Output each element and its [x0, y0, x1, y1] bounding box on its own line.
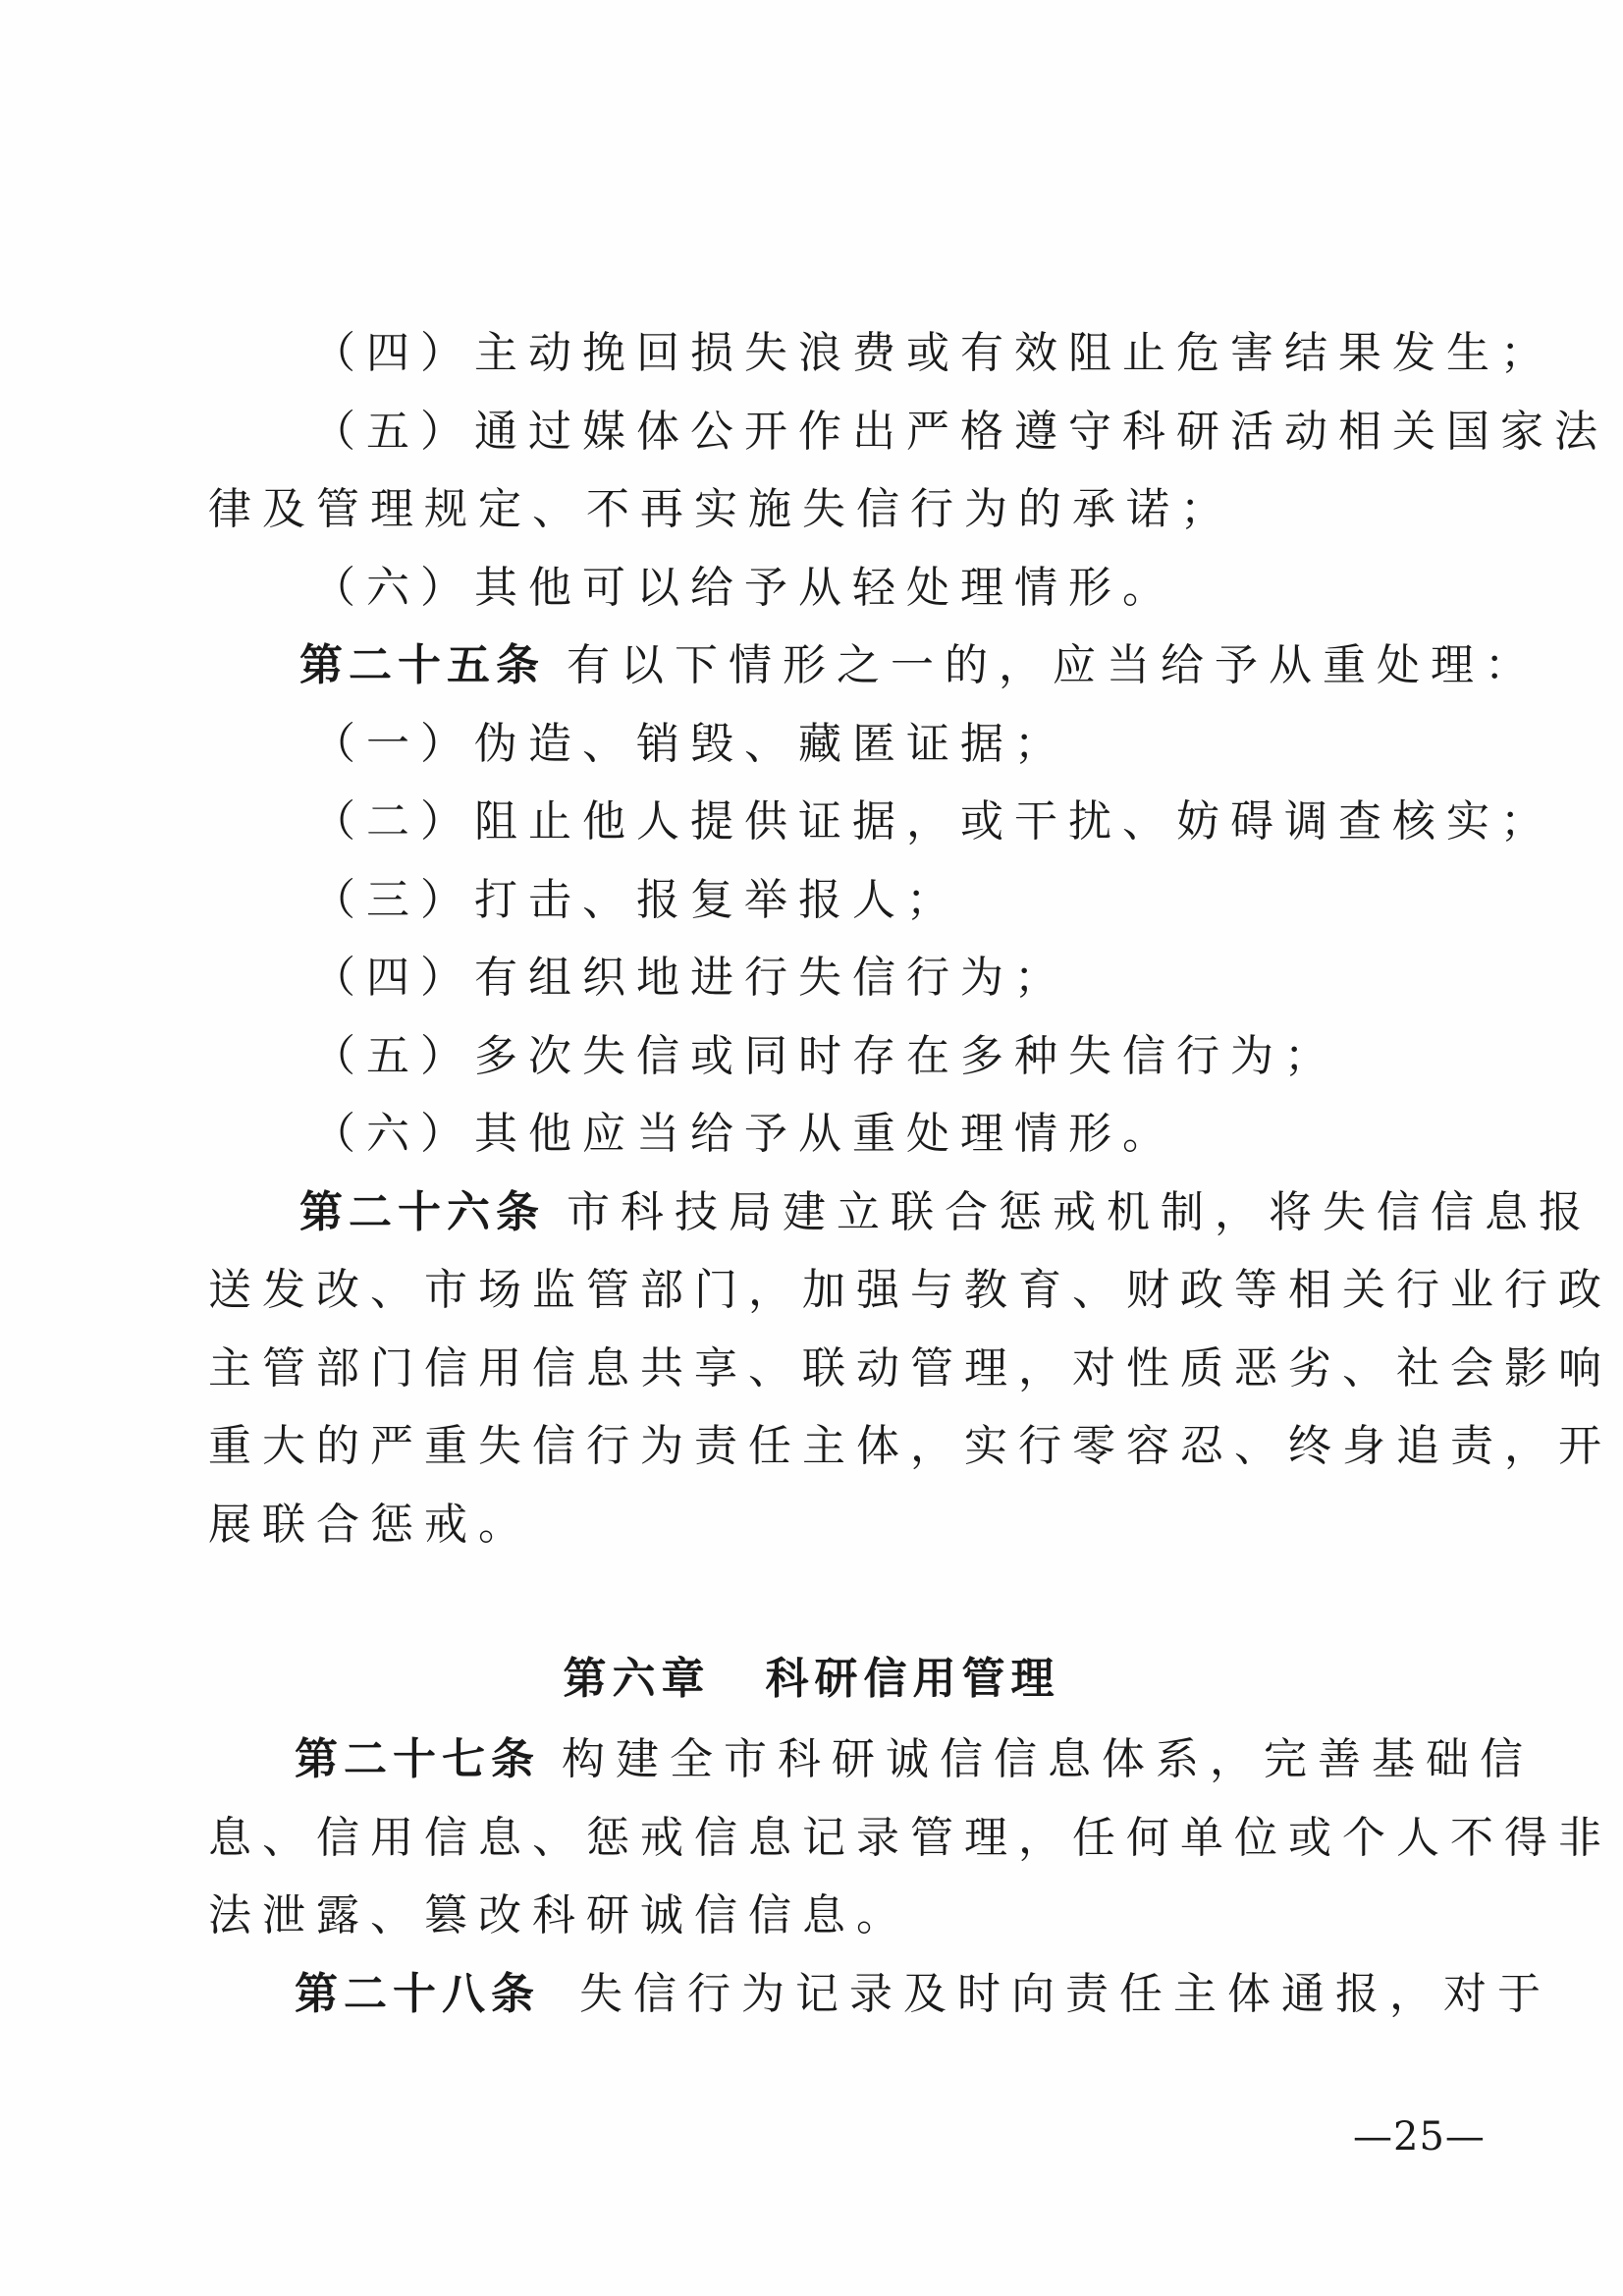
article-26: 第二十六条 市科技局建立联合惩戒机制，将失信信息报: [299, 1187, 1593, 1237]
text-line: （四）主动挽回损失浪费或有效阻止危害结果发生；: [312, 328, 1554, 378]
article-label: 第二十六条: [299, 1187, 545, 1237]
text-line: （四）有组织地进行失信行为；: [312, 953, 1068, 1003]
article-label: 第二十七条: [295, 1734, 540, 1784]
article-27: 第二十七条 构建全市科研诚信信息体系，完善基础信: [295, 1734, 1534, 1784]
article-label: 第二十八条: [295, 1969, 540, 2019]
article-label: 第二十五条: [299, 640, 545, 690]
text-line: （三）打击、报复举报人；: [312, 875, 960, 925]
text-line: 律及管理规定、不再实施失信行为的承诺；: [208, 484, 1234, 534]
chapter-title: 科研信用管理: [765, 1654, 1060, 1704]
article-28: 第二十八条 失信行为记录及时向责任主体通报，对于: [295, 1969, 1551, 2019]
text-line: （二）阻止他人提供证据，或干扰、妨碍调查核实；: [312, 796, 1554, 847]
text-line: 送发改、市场监管部门，加强与教育、财政等相关行业行政: [208, 1265, 1612, 1315]
text-line: （五）通过媒体公开作出严格遵守科研活动相关国家法: [312, 407, 1608, 457]
page-number: —25—: [1353, 2114, 1486, 2159]
article-25: 第二十五条 有以下情形之一的，应当给予从重处理：: [299, 640, 1539, 690]
text-line: （六）其他可以给予从轻处理情形。: [312, 563, 1176, 613]
text-line: 主管部门信用信息共享、联动管理，对性质恶劣、社会影响: [208, 1343, 1612, 1394]
text-line: （六）其他应当给予从重处理情形。: [312, 1109, 1176, 1159]
text-line: 展联合惩戒。: [208, 1500, 532, 1550]
text-line: （一）伪造、销毁、藏匿证据；: [312, 719, 1068, 769]
text-line: 息、信用信息、惩戒信息记录管理，任何单位或个人不得非: [208, 1813, 1612, 1863]
text-line: （五）多次失信或同时存在多种失信行为；: [312, 1031, 1338, 1081]
text-line: 法泄露、篡改科研诚信信息。: [208, 1890, 910, 1941]
chapter-heading: [0, 1650, 1623, 1709]
text-line: 重大的严重失信行为责任主体，实行零容忍、终身追责，开: [208, 1421, 1612, 1471]
chapter-number: 第六章: [563, 1654, 711, 1704]
